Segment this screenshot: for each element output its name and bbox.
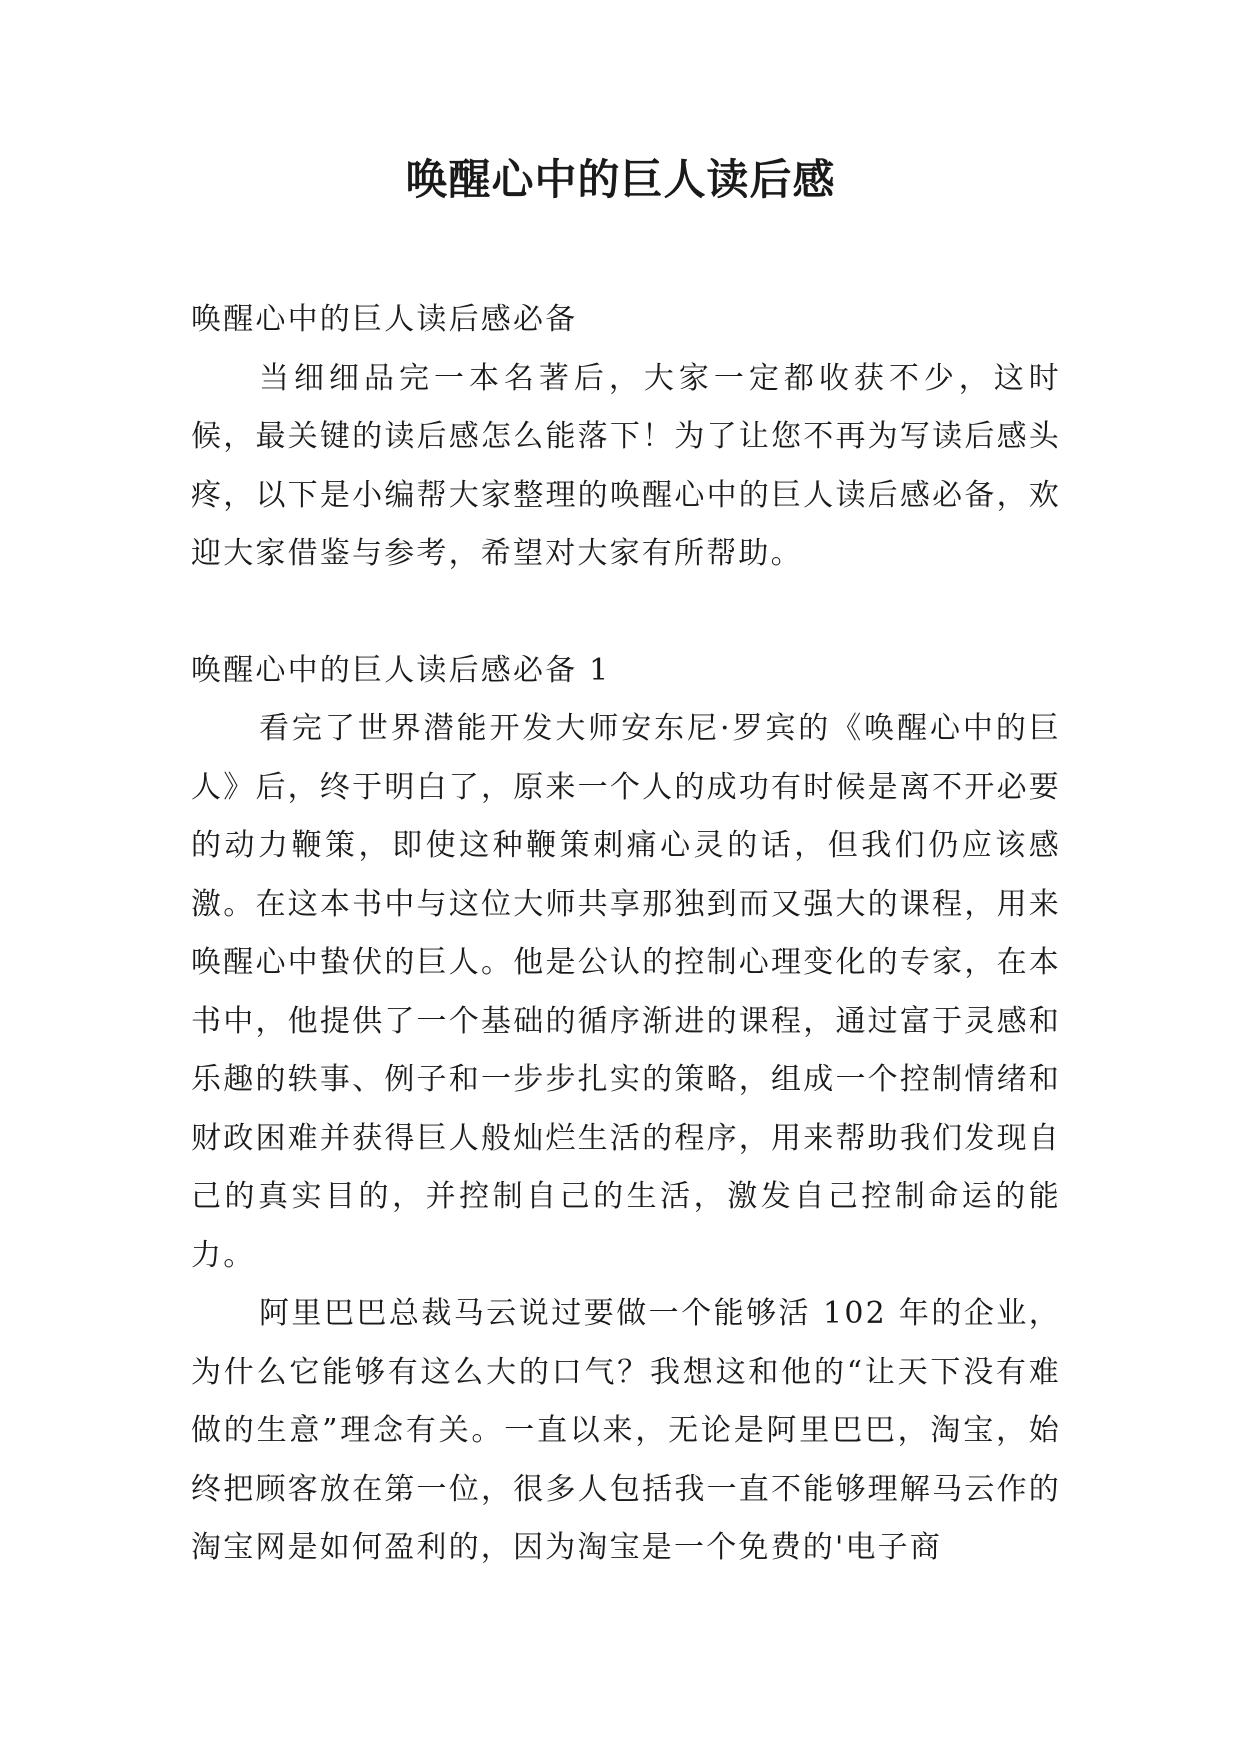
section-spacer <box>191 584 1061 642</box>
section-1-paragraph-1: 看完了世界潜能开发大师安东尼·罗宾的《唤醒心中的巨人》后，终于明白了，原来一个人的成功有时候是离不开必要的动力鞭策，即使这种鞭策刺痛心灵的话，但我们仍应该感激。在这本书中与这位大师共享那独到而又强大的课程，用来唤醒心中蛰伏的巨人。他是公认的控制心理变化的专家，在本书中，他提供了一个基础的循序渐进的课程，通过富于灵感和乐趣的轶事、例子和一步步扎实的策略，组成一个控制情绪和财政困难并获得巨人般灿烂生活的程序，用来帮助我们发现自己的真实目的，并控制自己的生活，激发自己控制命运的能力。 <box>191 711 1061 1273</box>
document-body <box>191 291 1061 1578</box>
intro-paragraph: 当细细品完一本名著后，大家一定都收获不少，这时候，最关键的读后感怎么能落下！为了让您不再为写读后感头疼，以下是小编帮大家整理的唤醒心中的巨人读后感必备，欢迎大家借鉴与参考，希望对大家有所帮助。 <box>191 360 1061 571</box>
intro-heading: 唤醒心中的巨人读后感必备 <box>191 302 578 337</box>
section-1-paragraph-2: 阿里巴巴总裁马云说过要做一个能够活 102 年的企业，为什么它能够有这么大的口气？我想这和他的“让天下没有难做的生意”理念有关。一直以来，无论是阿里巴巴，淘宝，始终把顾客放在第一位，很多人包括我一直不能够理解马云作的淘宝网是如何盈利的，因为淘宝是一个免费的'电子商 <box>191 1296 1061 1565</box>
section-1-heading: 唤醒心中的巨人读后感必备 1 <box>191 652 611 688</box>
document-title: 唤醒心中的巨人读后感 <box>405 155 836 204</box>
